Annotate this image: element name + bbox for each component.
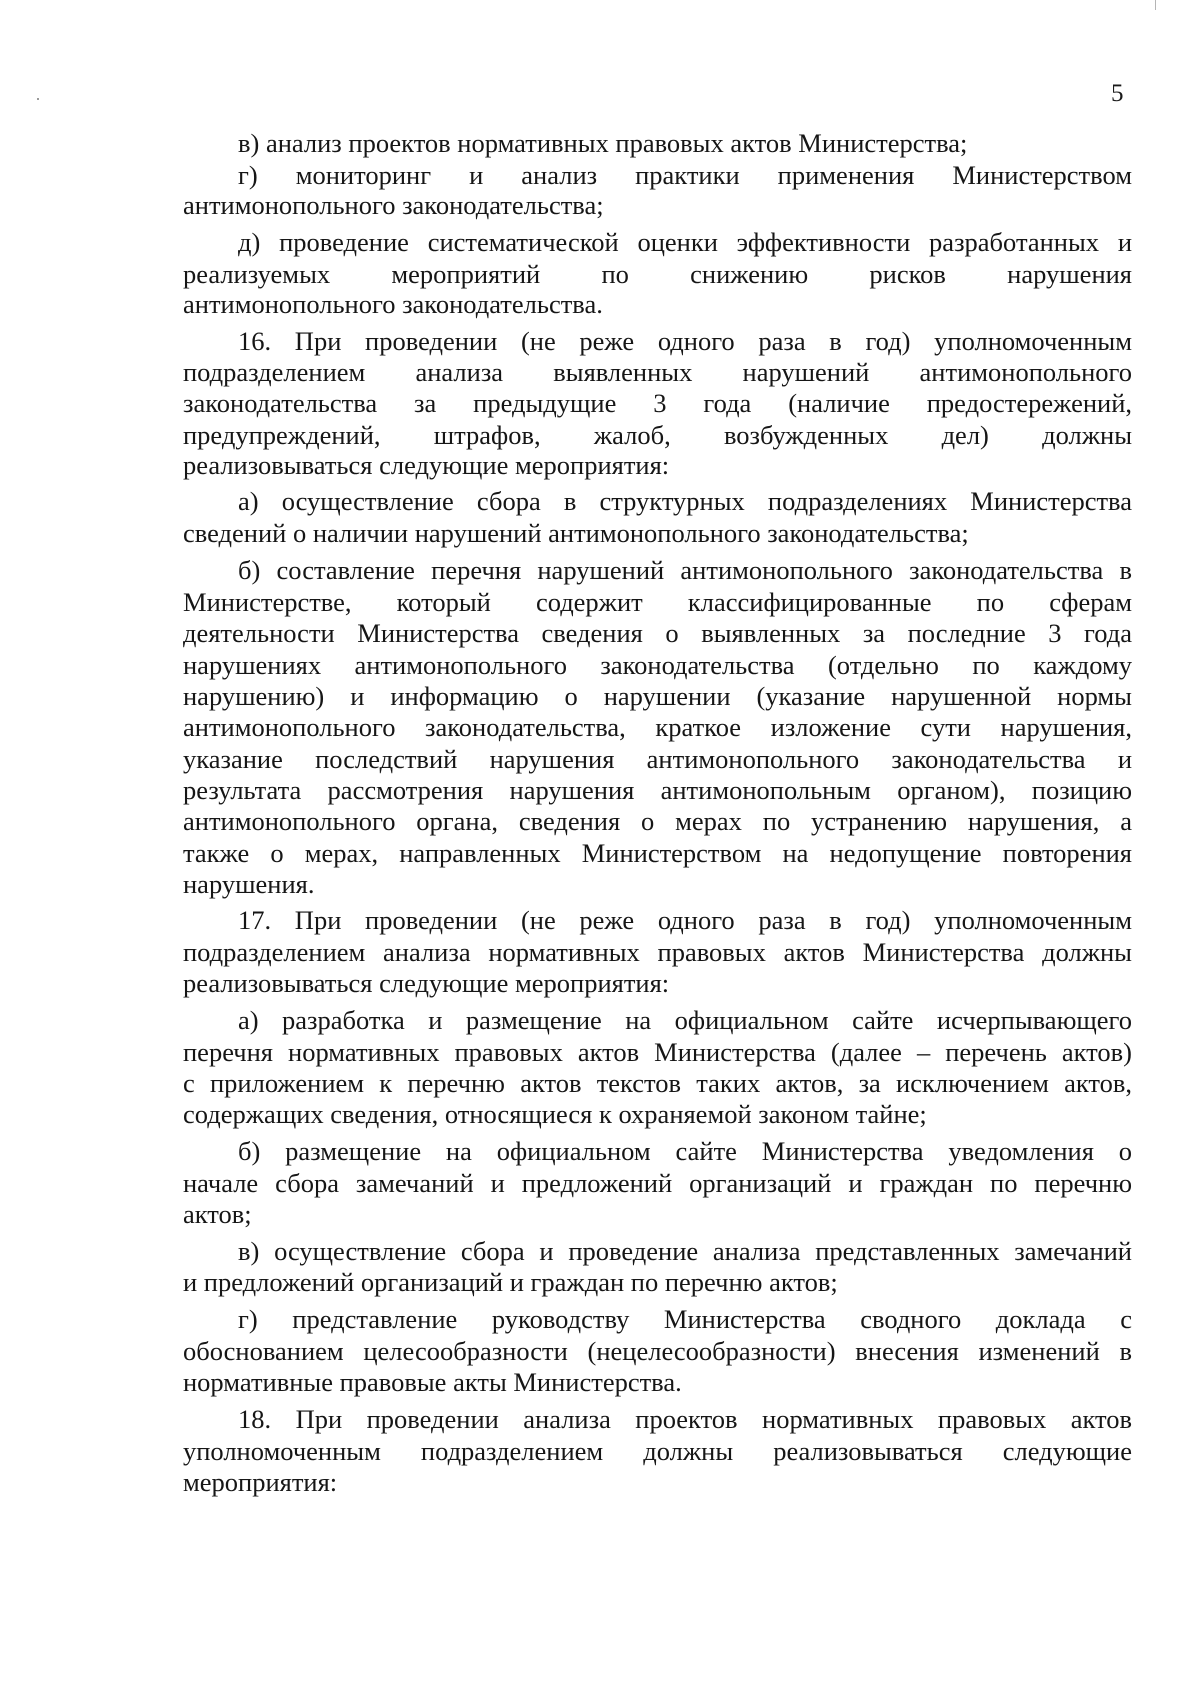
page-number: 5 xyxy=(1111,80,1124,107)
text-line: начале сбора замечаний и предложений организаций и граждан по перечню xyxy=(183,1168,1132,1198)
text-line: г) представление руководству Министерства сводного доклада с xyxy=(238,1304,1132,1334)
text-line: указание последствий нарушения антимонопольного законодательства и xyxy=(183,744,1132,774)
text-line: антимонопольного законодательства, краткое изложение сути нарушения, xyxy=(183,712,1132,742)
text-line: а) осуществление сбора в структурных подразделениях Министерства xyxy=(238,486,1132,516)
text-line: Министерстве, который содержит классифицированные по сферам xyxy=(183,587,1132,617)
text-line: 18. При проведении анализа проектов нормативных правовых актов xyxy=(238,1404,1132,1434)
text-line: б) размещение на официальном сайте Министерства уведомления о xyxy=(238,1136,1132,1166)
text-line: в) осуществление сбора и проведение анализа представленных замечаний xyxy=(238,1236,1132,1266)
text-line: также о мерах, направленных Министерством на недопущение повторения xyxy=(183,838,1132,868)
text-line: содержащих сведения, относящиеся к охраняемой законом тайне; xyxy=(183,1099,927,1129)
text-line: нарушению) и информацию о нарушении (указание нарушенной нормы xyxy=(183,681,1132,711)
text-line: д) проведение систематической оценки эффективности разработанных и xyxy=(238,227,1132,257)
text-line: а) разработка и размещение на официальном сайте исчерпывающего xyxy=(238,1005,1132,1035)
text-line: нарушениях антимонопольного законодательства (отдельно по каждому xyxy=(183,650,1132,680)
text-line: нарушения. xyxy=(183,869,315,899)
text-line: перечня нормативных правовых актов Министерства (далее – перечень актов) xyxy=(183,1037,1132,1067)
text-line: подразделением анализа нормативных правовых актов Министерства должны xyxy=(183,937,1132,967)
text-line: подразделением анализа выявленных нарушений антимонопольного xyxy=(183,357,1132,387)
text-line: и предложений организаций и граждан по перечню актов; xyxy=(183,1267,838,1297)
text-line: уполномоченным подразделением должны реализовываться следующие xyxy=(183,1436,1132,1466)
scan-speck xyxy=(37,98,39,100)
text-line: нормативные правовые акты Министерства. xyxy=(183,1367,682,1397)
text-line: с приложением к перечню актов текстов таких актов, за исключением актов, xyxy=(183,1068,1132,1098)
text-line: деятельности Министерства сведения о выявленных за последние 3 года xyxy=(183,618,1132,648)
text-line: 16. При проведении (не реже одного раза в год) уполномоченным xyxy=(238,326,1132,356)
text-line: г) мониторинг и анализ практики применения Министерством xyxy=(238,160,1132,190)
text-line: антимонопольного законодательства; xyxy=(183,190,604,220)
text-line: предупреждений, штрафов, жалоб, возбужденных дел) должны xyxy=(183,420,1132,450)
text-line: б) составление перечня нарушений антимонопольного законодательства в xyxy=(238,555,1132,585)
text-line: 17. При проведении (не реже одного раза в год) уполномоченным xyxy=(238,905,1132,935)
text-line: мероприятия: xyxy=(183,1467,338,1497)
text-line: результата рассмотрения нарушения антимонопольным органом), позицию xyxy=(183,775,1132,805)
text-line: обоснованием целесообразности (нецелесообразности) внесения изменений в xyxy=(183,1336,1132,1366)
text-line: реализовываться следующие мероприятия: xyxy=(183,450,670,480)
text-line: реализуемых мероприятий по снижению рисков нарушения xyxy=(183,259,1132,289)
text-line: реализовываться следующие мероприятия: xyxy=(183,968,670,998)
text-line: законодательства за предыдущие 3 года (наличие предостережений, xyxy=(183,388,1132,418)
text-line: антимонопольного законодательства. xyxy=(183,289,603,319)
scan-edge-mark xyxy=(1155,0,1156,10)
text-line: сведений о наличии нарушений антимонопольного законодательства; xyxy=(183,518,969,548)
text-line: актов; xyxy=(183,1199,252,1229)
text-line: в) анализ проектов нормативных правовых актов Министерства; xyxy=(238,128,968,158)
text-line: антимонопольного органа, сведения о мерах по устранению нарушения, а xyxy=(183,806,1132,836)
